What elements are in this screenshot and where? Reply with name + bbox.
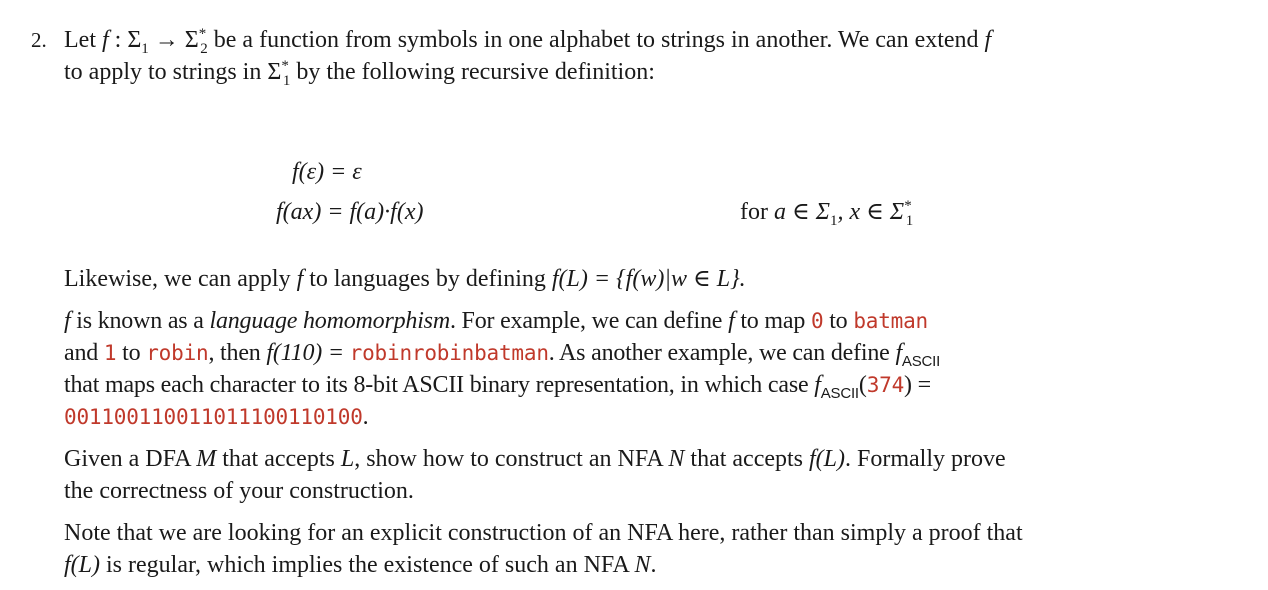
code-robinrobinbatman: robinrobinbatman bbox=[349, 341, 549, 365]
math-sigma2-star: $\Sigma^*_2$ bbox=[184, 26, 208, 57]
math-f: f bbox=[101, 27, 109, 53]
code-374: 374 bbox=[866, 373, 905, 397]
code-robin: robin bbox=[146, 341, 209, 365]
code-binary: 001100110011011100110100 bbox=[64, 405, 363, 429]
intro-text: be a function from symbols in one alphabet to strings in another. We can extend bbox=[213, 27, 979, 53]
code-one: 1 bbox=[103, 341, 117, 365]
intro-paragraph bbox=[64, 24, 1164, 88]
note-paragraph: Note that we are looking for an explicit construction of an NFA here, rather than simply a proof that f(L) is regular, which implies the existence of such an NFA N. bbox=[64, 520, 1023, 578]
math-sigma1-star: $\Sigma^*_1$ bbox=[267, 58, 291, 89]
task-paragraph: Given a DFA M that accepts L, show how to construct an NFA N that accepts f(L). Formally prove the correctness of your construction. bbox=[64, 446, 1006, 504]
homomorphism-paragraph: f is known as a language homomorphism. For example, we can define f to map 0 to batman and 1 to robin, then f(110) = robinrobinbatman. As another example, we can define $f_{ASCII}$ that maps each character to its 8-bit ASCII binary representation, in which case $f_{ASCII}(374)$ = 001100110011011100110100. bbox=[64, 308, 941, 430]
intro-line2-end: by the following recursive definition: bbox=[296, 59, 655, 85]
likewise-paragraph: Likewise, we can apply f to languages by defining f(L) = {f(w)|w ∈ L}. bbox=[64, 266, 746, 292]
code-batman: batman bbox=[853, 309, 928, 333]
equation-condition: for a ∈ $\Sigma_1$, x ∈ $\Sigma^*_1$ bbox=[740, 198, 914, 229]
problem-number: 2. bbox=[31, 28, 47, 52]
math-sigma1: $\Sigma_1$ bbox=[127, 27, 149, 57]
equation-1: f(ε) = ε bbox=[292, 159, 362, 185]
intro-let: Let bbox=[64, 27, 96, 53]
math-colon: : bbox=[114, 27, 122, 53]
code-zero: 0 bbox=[810, 309, 824, 333]
intro-line2-start: to apply to strings in bbox=[64, 59, 262, 85]
term-language-homomorphism: language homomorphism bbox=[209, 308, 450, 334]
math-f: f bbox=[984, 27, 992, 53]
math-arrow: → bbox=[154, 27, 179, 53]
equation-2: f(ax) = f(a)·f(x) bbox=[276, 199, 424, 225]
